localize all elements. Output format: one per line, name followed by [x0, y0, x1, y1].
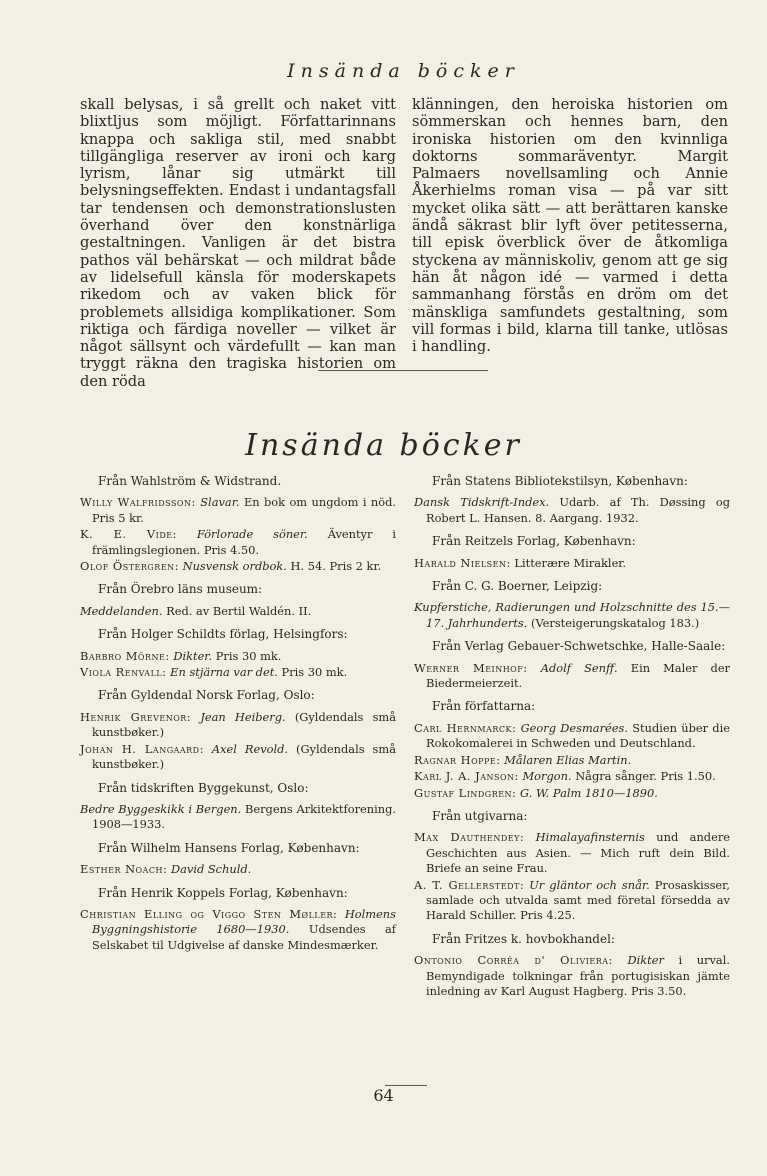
book-entry — [414, 753, 730, 768]
book-entry — [80, 495, 396, 526]
book-details: Äventyr i främlingslegionen. Pris 4.50. — [92, 527, 396, 557]
book-title: Jean Heiberg. — [200, 709, 286, 724]
book-author: A. T. Gellerstedt: — [414, 877, 525, 892]
book-details: Några sånger. Pris 1.50. — [575, 769, 716, 784]
publisher-heading: Från utgivarna: — [432, 808, 528, 823]
book-author: Carl Hernmarck: — [414, 720, 517, 735]
publisher-heading: Från Henrik Koppels Forlag, København: — [98, 885, 348, 900]
book-details: Ein Maler der Biedermeierzeit. — [426, 660, 730, 691]
book-entry — [414, 769, 730, 784]
book-author: K. E. Vide: — [80, 527, 177, 542]
book-title: Kupferstiche, Radierungen und Holzschnitte des 15.—17. Jahrhunderts. — [414, 600, 730, 630]
book-author: Olof Östergren: — [80, 559, 179, 574]
book-title: Dansk Tidskrift-Index. — [414, 495, 550, 510]
publisher-group — [80, 474, 396, 574]
book-entry — [414, 830, 730, 876]
book-details: Pris 30 mk. — [281, 665, 348, 680]
book-title: Meddelanden. — [80, 603, 163, 618]
book-title: Slavar. — [200, 495, 240, 510]
book-list-right — [414, 474, 730, 1007]
book-entry — [414, 721, 730, 752]
publisher-group — [80, 688, 396, 772]
book-author: Harald Nielsen: — [414, 555, 511, 570]
publisher-group — [80, 627, 396, 680]
book-author: Ragnar Hoppe: — [414, 752, 501, 767]
book-author: Max Dauthendey: — [414, 830, 525, 845]
publisher-heading: Från Örebro läns museum: — [98, 582, 263, 597]
book-lists — [80, 474, 730, 1007]
book-title: Himalayafinsternis — [535, 830, 645, 845]
book-entry — [414, 878, 730, 924]
publisher-heading: Från Reitzels Forlag, København: — [432, 534, 636, 549]
book-entry — [80, 604, 396, 619]
publisher-group — [414, 932, 730, 1000]
book-entry — [80, 862, 396, 877]
book-title: En stjärna var det. — [170, 665, 278, 680]
publisher-group — [80, 841, 396, 878]
book-details: Bergens Arkitektforening. 1908—1933. — [92, 801, 396, 832]
section-title: Insända böcker — [245, 428, 522, 463]
page-number: 64 — [373, 1086, 394, 1105]
publisher-group — [414, 474, 730, 526]
book-entry — [414, 786, 730, 801]
book-entry — [414, 661, 730, 692]
book-entry — [80, 665, 396, 680]
book-entry — [414, 556, 730, 571]
book-author: Willy Walfridsson: — [80, 495, 196, 510]
book-details: Red. av Bertil Waldén. II. — [166, 603, 312, 618]
publisher-heading: Från Fritzes k. hovbokhandel: — [432, 931, 615, 946]
book-details: En bok om ungdom i nöd. Pris 5 kr. — [92, 495, 396, 525]
book-entry — [80, 649, 396, 664]
book-author: Viola Renvall: — [80, 665, 167, 680]
book-author: Henrik Grevenor: — [80, 709, 192, 724]
book-details: i urval. Bemyndigade tolkningar från portugisiskan jämte inledning av Karl August Hagberg. Pris 3.50. — [426, 953, 730, 998]
book-title: Morgon. — [522, 769, 572, 784]
book-title: Nusvensk ordbok. — [182, 559, 287, 574]
publisher-group — [414, 639, 730, 691]
publisher-group — [414, 699, 730, 800]
book-title: Förlorade söner. — [196, 527, 308, 542]
publisher-heading: Från Gyldendal Norsk Forlag, Oslo: — [98, 688, 315, 703]
book-details: Prosaskisser, samlade och utvalda samt med företal försedda av Harald Schiller. Pris 4.25. — [426, 877, 730, 923]
book-entry — [80, 527, 396, 558]
essay-column-left: skall belysas, i så grellt och naket vitt blixtljus som möjligt. Författarinnans knappa och sakliga stil, med snabbt tillgängliga reserver av ironi och karg lyrism, lånar sig utmärkt till belysningseffekten. Endast i undantagsfall tar tendensen och demonstrationslusten överhand över den konstnärliga gestaltningen. Vanligen är det bistra pathos väl behärskat — och mildrat både av lidelsefull känsla för moderskapets rikedom och av vaken blick för problemets allsidiga komplikationer. Som riktiga och färdiga noveller — vilket är något sällsynt och värdefullt — kan man tryggt räkna den tragiska historien om den röda — [80, 96, 396, 390]
book-entry — [80, 802, 396, 833]
publisher-heading: Från Wahlström & Widstrand. — [98, 474, 282, 488]
book-author: Werner Meinhof: — [414, 660, 528, 675]
book-details: H. 54. Pris 2 kr. — [290, 559, 382, 574]
book-details: (Gyldendals små kunstbøker.) — [92, 741, 396, 772]
book-title: Dikter. — [173, 648, 213, 663]
book-details: (Versteigerungskatalog 183.) — [531, 615, 700, 630]
publisher-group — [414, 809, 730, 924]
book-title: Målaren Elias Martin. — [504, 752, 632, 767]
book-title: Holmens Byggningshistorie 1680—1930. — [92, 906, 396, 937]
book-author: Gustaf Lindgren: — [414, 785, 517, 800]
book-entry — [414, 495, 730, 526]
book-details: Studien über die Rokokomalerei in Schweden und Deutschland. — [426, 720, 730, 751]
book-entry — [80, 559, 396, 574]
book-title: Adolf Senff. — [540, 660, 618, 675]
book-author: Barbro Mörne: — [80, 648, 170, 663]
essay-column-right: klänningen, den heroiska historien om sömmerskan och hennes barn, den ironiska historien om den kvinnliga doktorns sommaräventyr. Margit Palmaers novellsamling och Annie Åkerhielms roman visa — på var sitt mycket olika sätt — att berättaren kanske ändå säkrast blir lyft över petitesserna, till episk överblick över de åtkomliga styckena av människoliv, genom att ge sig hän åt någon idé — varmed i detta sammanhang förstås en dröm om det mänskliga samfundets gestaltning, som vill formas i bild, klarna till tanke, utlösas i handling. — [412, 96, 728, 356]
book-details: Udarb. af Th. Døssing og Robert L. Hansen. 8. Aargang. 1932. — [426, 495, 730, 525]
running-head: Insända böcker — [287, 60, 520, 82]
book-author: Christian Elling og Viggo Sten Møller: — [80, 906, 338, 921]
book-details: Litterære Mirakler. — [514, 555, 627, 570]
book-entry — [80, 710, 396, 741]
publisher-heading: Från Verlag Gebauer-Schwetschke, Halle-Saale: — [432, 639, 726, 654]
essay-columns — [80, 96, 728, 390]
publisher-heading: Från Holger Schildts förlag, Helsingfors: — [98, 627, 348, 642]
publisher-group — [80, 886, 396, 954]
book-entry — [80, 907, 396, 953]
publisher-group — [414, 579, 730, 631]
book-details: (Gyldendals små kunstbøker.) — [92, 709, 397, 740]
publisher-group — [80, 781, 396, 833]
publisher-heading: Från C. G. Boerner, Leipzig: — [432, 579, 603, 594]
divider-rule — [318, 370, 488, 371]
publisher-heading: Från författarna: — [432, 699, 536, 714]
book-title: Axel Revold. — [211, 741, 289, 756]
publisher-group — [414, 534, 730, 571]
book-title: Dikter — [627, 953, 664, 968]
book-title: David Schuld. — [170, 862, 252, 877]
book-author: Karl J. A. Janson: — [414, 769, 519, 784]
book-entry — [80, 742, 396, 773]
book-details: und andere Geschichten aus Asien. — Mich ruft dein Bild. Briefe an seine Frau. — [426, 830, 731, 876]
book-author: Esther Noach: — [80, 862, 168, 877]
book-title: Ur gläntor och snår. — [529, 877, 650, 892]
publisher-heading: Från Statens Bibliotekstilsyn, København: — [432, 474, 688, 488]
book-title: Georg Desmarées. — [520, 720, 628, 735]
book-author: Ontonio Corrêa d' Oliviera: — [414, 953, 613, 968]
book-details: Pris 30 mk. — [215, 648, 282, 663]
book-title: Bedre Byggeskikk i Bergen. — [80, 801, 242, 816]
publisher-heading: Från tidskriften Byggekunst, Oslo: — [98, 780, 309, 795]
book-entry — [414, 953, 730, 999]
book-details: Udsendes af Selskabet til Udgivelse af danske Mindesmærker. — [92, 922, 396, 952]
publisher-heading: Från Wilhelm Hansens Forlag, København: — [98, 840, 360, 855]
book-entry — [414, 600, 730, 631]
book-title: G. W. Palm 1810—1890. — [520, 785, 658, 800]
publisher-group — [80, 582, 396, 619]
book-list-left — [80, 474, 396, 1007]
book-author: Johan H. Langaard: — [80, 741, 204, 756]
